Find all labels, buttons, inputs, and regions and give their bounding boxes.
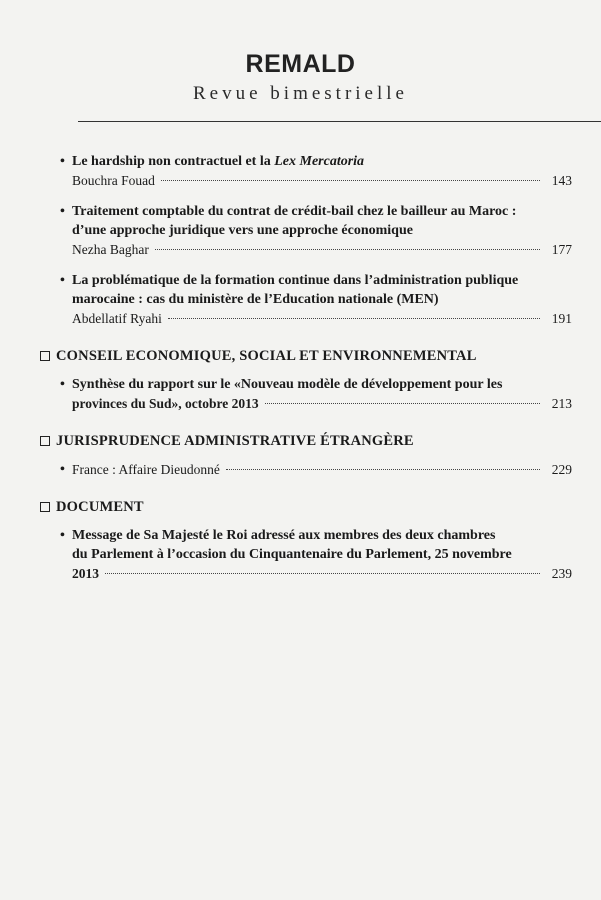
section-label: CONSEIL ECONOMIQUE, SOCIAL ET ENVIRONNEMENTAL (56, 348, 477, 364)
section-heading-document (40, 497, 572, 517)
checkbox-square-icon (40, 351, 50, 361)
toc-entry-formation-continue[interactable] (60, 271, 572, 328)
entry-title-line-1: La problématique de la formation continue dans l’administration publique (72, 273, 519, 288)
entry-title-line-1: Traitement comptable du contrat de crédit-bail chez le bailleur au Maroc : (72, 204, 517, 219)
toc-entry-credit-bail[interactable] (60, 202, 572, 259)
entry-title-line-2: provinces du Sud», octobre 2013 (72, 396, 259, 411)
entry-title-line-1: Message de Sa Majesté le Roi adressé aux membres des deux chambres (72, 528, 496, 543)
table-of-contents (40, 152, 572, 583)
dot-leader (105, 573, 540, 574)
entry-title-line-2: d’une approche juridique vers une approche économique (72, 223, 413, 238)
entry-title-line-3-row (60, 564, 572, 583)
entry-author-row (60, 309, 572, 328)
entry-page: 191 (551, 311, 572, 326)
entry-title: France : Affaire Dieudonné (72, 462, 220, 477)
toc-entry-hardship[interactable] (60, 152, 572, 190)
entry-author: Bouchra Fouad (72, 173, 155, 188)
entry-title-line-2: du Parlement à l’occasion du Cinquantenaire du Parlement, 25 novembre (72, 547, 512, 562)
section-heading-conseil-economique (40, 346, 572, 366)
toc-entry-message-roi[interactable] (60, 526, 572, 583)
checkbox-square-icon (40, 502, 50, 512)
entry-author: Nezha Baghar (72, 242, 149, 257)
journal-subtitle: Revue bimestrielle (193, 83, 408, 104)
bullet-icon: • (60, 377, 65, 392)
bullet-icon: • (60, 462, 65, 477)
entry-title-line-1: Synthèse du rapport sur le «Nouveau modèle de développement pour les (72, 377, 503, 392)
entry-title (60, 152, 572, 171)
journal-header (0, 50, 601, 105)
section-heading-jurisprudence (40, 431, 572, 451)
entry-page: 239 (551, 566, 572, 581)
entry-title-line-2: marocaine : cas du ministère de l’Education nationale (MEN) (72, 292, 439, 307)
entry-page: 229 (551, 462, 572, 477)
dot-leader (168, 318, 540, 319)
entry-title-italic: Lex Mercatoria (274, 154, 365, 169)
bullet-icon: • (60, 273, 65, 288)
entry-page: 143 (551, 173, 572, 188)
dot-leader (161, 180, 540, 181)
journal-title: REMALD (245, 50, 356, 78)
entry-page: 213 (551, 396, 572, 411)
entry-title-line-2-row (60, 394, 572, 413)
entry-page: 177 (551, 242, 572, 257)
bullet-icon: • (60, 528, 65, 543)
dot-leader (226, 469, 540, 470)
entry-title-text: Le hardship non contractuel et la (72, 154, 275, 169)
dot-leader (155, 249, 540, 250)
bullet-icon: • (60, 154, 65, 169)
bullet-icon: • (60, 204, 65, 219)
entry-title-line-3: 2013 (72, 566, 99, 581)
entry-author-row (60, 171, 572, 190)
header-rule (78, 121, 601, 122)
toc-entry-synthese-rapport[interactable] (60, 375, 572, 413)
entry-author: Abdellatif Ryahi (72, 311, 162, 326)
section-label: JURISPRUDENCE ADMINISTRATIVE ÉTRANGÈRE (56, 433, 414, 449)
toc-entry-affaire-dieudonne[interactable] (60, 460, 572, 479)
dot-leader (265, 403, 540, 404)
entry-row (60, 460, 572, 479)
checkbox-square-icon (40, 436, 50, 446)
section-label: DOCUMENT (56, 499, 144, 515)
entry-author-row (60, 240, 572, 259)
